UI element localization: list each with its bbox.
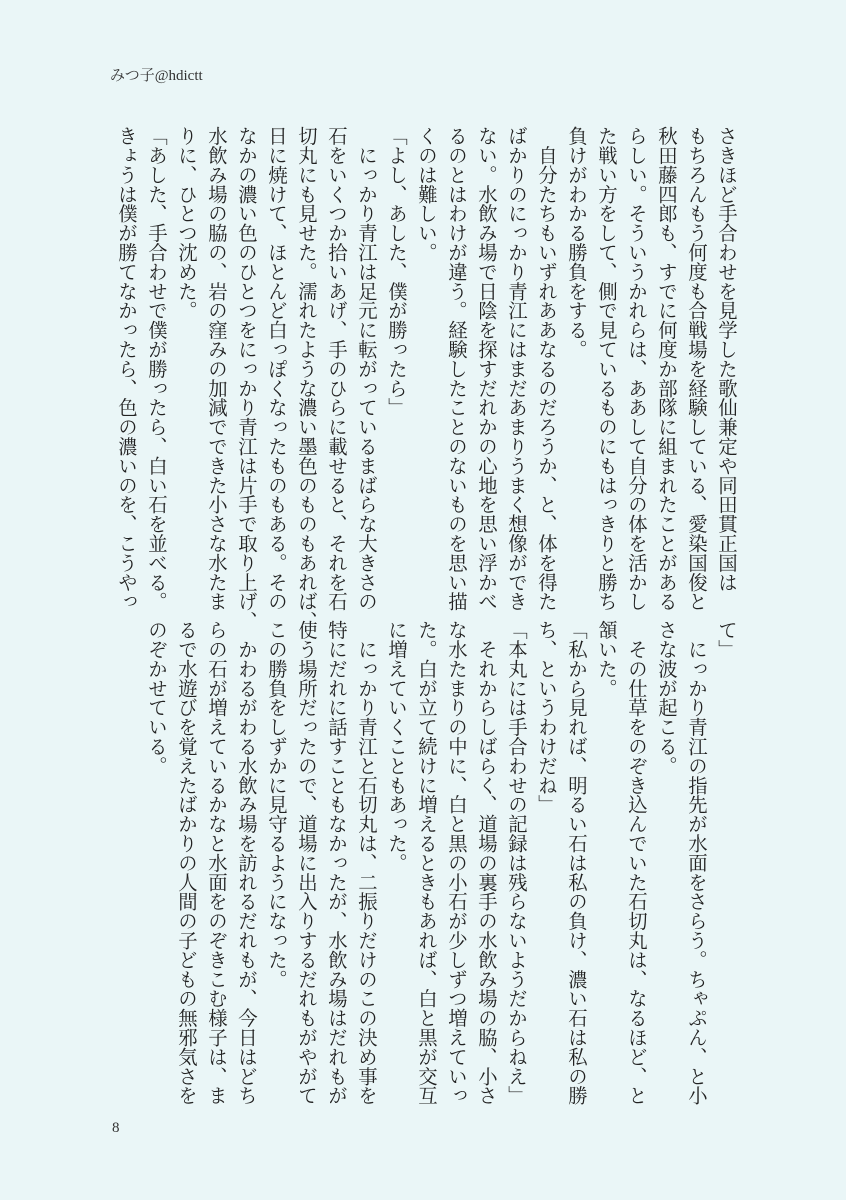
text-column: さきほど手合わせを見学した歌仙兼定や同田貫正国は xyxy=(715,126,736,592)
text-column: た戦い方をして、側で見ているものにもはっきりと勝ち xyxy=(595,126,616,611)
text-column: 負けがわかる勝負をする。 xyxy=(565,126,586,359)
text-column: 特にだれに話すこともなかったが、水飲み場はだれもが xyxy=(325,620,346,1105)
page-number: 8 xyxy=(112,1120,120,1136)
text-column: 秋田藤四郎も、すでに何度か部隊に組まれたことがある xyxy=(655,126,676,611)
text-column: かわるがわる水飲み場を訪れるだれもが、今日はどち xyxy=(235,620,256,1105)
text-column: りに、ひとつ沈めた。 xyxy=(175,126,196,320)
text-column: くのは難しい。 xyxy=(415,126,436,262)
text-column: るのとはわけが違う。経験したことのないものを思い描 xyxy=(445,126,466,611)
text-column: るで水遊びを覚えたばかりの人間の子どもの無邪気さを xyxy=(175,620,196,1105)
text-column: らの石が増えているかなと水面をのぞきこむ様子は、ま xyxy=(205,620,226,1105)
text-column: 水飲み場の脇の、岩の窪みの加減でできた小さな水たま xyxy=(205,126,226,611)
text-column: ない。水飲み場で日陰を探すだれかの心地を思い浮かべ xyxy=(475,126,496,611)
text-column: に増えていくこともあった。 xyxy=(385,620,406,873)
text-column: もちろんもう何度も合戦場を経験している、愛染国俊と xyxy=(685,126,706,611)
author-header: みつ子@hdictt xyxy=(110,68,203,84)
text-column: 「よし、あした、僕が勝ったら」 xyxy=(385,126,406,417)
text-column: て」 xyxy=(715,620,736,659)
text-column: にっかり青江と石切丸は、二振りだけのこの決め事を xyxy=(355,620,376,1105)
text-column: た。白が立て続けに増えるときもあれば、白と黒が交互 xyxy=(415,620,436,1105)
text-column: この勝負をしずかに見守るようになった。 xyxy=(265,620,286,989)
text-column: ばかりのにっかり青江にはまだあまりうまく想像ができ xyxy=(505,126,526,611)
text-column: 頷いた。 xyxy=(595,620,616,698)
text-column: それからしばらく、道場の裏手の水飲み場の脇、小さ xyxy=(475,620,496,1105)
text-column: 「あした、手合わせで僕が勝ったら、白い石を並べる。 xyxy=(145,126,166,611)
lower-text-block xyxy=(140,620,740,1105)
text-column: きょうは僕が勝てなかったら、色の濃いのを、こうやっ xyxy=(115,126,136,611)
text-column: 日に焼けて、ほとんど白っぽくなったものもある。その xyxy=(265,126,286,611)
text-column: その仕草をのぞき込んでいた石切丸は、なるほど、と xyxy=(625,620,646,1105)
text-column: らしい。そういうかれらは、ああして自分の体を活かし xyxy=(625,126,646,611)
text-column: な水たまりの中に、白と黒の小石が少しずつ増えていっ xyxy=(445,620,466,1105)
text-column: 自分たちもいずれああなるのだろうか、と、体を得た xyxy=(535,126,556,611)
text-column: さな波が起こる。 xyxy=(655,620,676,776)
text-column: 「本丸には手合わせの記録は残らないようだからねえ」 xyxy=(505,620,526,1105)
text-column: なかの濃い色のひとつをにっかり青江は片手で取り上げ、 xyxy=(235,126,256,631)
upper-text-block xyxy=(110,126,740,631)
text-column: のぞかせている。 xyxy=(145,620,166,776)
text-column: にっかり青江の指先が水面をさらう。ちゃぷん、と小 xyxy=(685,620,706,1105)
text-column: 石をいくつか拾いあげ、手のひらに載せると、それを石 xyxy=(325,126,346,611)
text-column: ち、というわけだね」 xyxy=(535,620,556,814)
text-column: にっかり青江は足元に転がっているまばらな大きさの xyxy=(355,126,376,611)
text-column: 「私から見れば、明るい石は私の負け、濃い石は私の勝 xyxy=(565,620,586,1105)
text-column: 切丸にも見せた。濡れたような濃い墨色のものもあれば、 xyxy=(295,126,316,631)
text-column: 使う場所だったので、道場に出入りするだれもがやがて xyxy=(295,620,316,1105)
